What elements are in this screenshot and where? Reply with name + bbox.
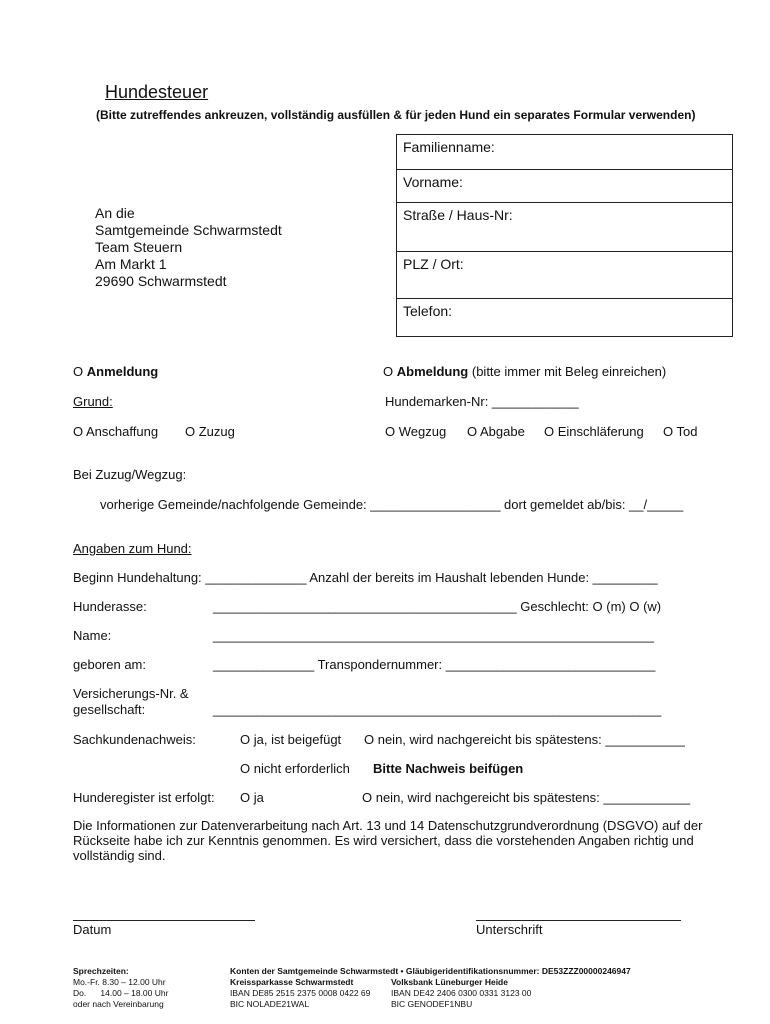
date-line[interactable] bbox=[73, 920, 255, 921]
footer-bank-1 bbox=[230, 977, 370, 1010]
nachweis-note: Bitte Nachweis beifügen bbox=[373, 761, 524, 776]
telefon-label: Telefon: bbox=[403, 303, 453, 319]
strasse-label: Straße / Haus-Nr: bbox=[403, 207, 513, 223]
abmeldung-option[interactable] bbox=[383, 364, 666, 379]
geboren-line[interactable]: ______________ Transpondernummer: _____________________________ bbox=[213, 657, 656, 672]
name-line[interactable]: _____________________________________________________________ bbox=[213, 628, 655, 643]
recipient-line: Am Markt 1 bbox=[95, 256, 167, 272]
vorname-label: Vorname: bbox=[403, 174, 463, 190]
anmeldung-checkbox[interactable]: O bbox=[73, 364, 84, 379]
sachkunde-ja-option[interactable]: O ja, ist beigefügt bbox=[240, 732, 342, 747]
sachkunde-nein-option[interactable]: O nein, wird nachgereicht bis spätestens: ___________ bbox=[364, 732, 685, 747]
bank1-iban: IBAN DE85 2515 2375 0008 0422 69 bbox=[230, 988, 371, 998]
versicherung-label: Versicherungs-Nr. & bbox=[73, 686, 189, 701]
footer-hours bbox=[73, 966, 168, 1010]
hours-line: Do. 14.00 – 18.00 Uhr bbox=[73, 988, 169, 998]
strasse-field[interactable] bbox=[397, 203, 732, 252]
wegzug-option[interactable]: O Wegzug bbox=[385, 424, 447, 439]
anmeldung-label: Anmeldung bbox=[86, 364, 159, 379]
abgabe-option[interactable]: O Abgabe bbox=[467, 424, 525, 439]
grund-label: Grund: bbox=[73, 394, 113, 409]
date-label: Datum bbox=[73, 922, 112, 937]
form-subtitle: (Bitte zutreffendes ankreuzen, vollständig ausfüllen & für jeden Hund ein separates Formular verwenden) bbox=[96, 108, 696, 122]
bank1-name: Kreissparkasse Schwarmstedt bbox=[230, 977, 354, 987]
register-ja-option[interactable]: O ja bbox=[240, 790, 264, 805]
tod-option[interactable]: O Tod bbox=[663, 424, 698, 439]
move-label: Bei Zuzug/Wegzug: bbox=[73, 467, 187, 482]
einschlaeferung-option[interactable]: O Einschläferung bbox=[544, 424, 644, 439]
geboren-label: geboren am: bbox=[73, 657, 146, 672]
privacy-text: Die Informationen zur Datenverarbeitung nach Art. 13 und 14 Datenschutzgrundverordnung (DSGVO) auf der Rückseite habe ich zur Kenntnis genommen. Es wird versichert, dass die vorstehenden Angaben richtig und vollständig sind. bbox=[73, 818, 703, 863]
bank2-name: Volksbank Lüneburger Heide bbox=[391, 977, 508, 987]
nicht-erforderlich-option[interactable]: O nicht erforderlich bbox=[240, 761, 350, 776]
versicherung-line[interactable]: ______________________________________________________________ bbox=[213, 702, 662, 717]
footer-bank-2 bbox=[391, 977, 531, 1010]
telefon-field[interactable] bbox=[397, 299, 732, 336]
bank2-iban: IBAN DE42 2406 0300 0331 3123 00 bbox=[391, 988, 532, 998]
anschaffung-option[interactable]: O Anschaffung bbox=[73, 424, 159, 439]
sachkunde-label: Sachkundenachweis: bbox=[73, 732, 196, 747]
abmeldung-checkbox[interactable]: O bbox=[383, 364, 394, 379]
hours-line: Mo.-Fr. 8.30 – 12.00 Uhr bbox=[73, 977, 166, 987]
recipient-line: An die bbox=[95, 205, 135, 221]
familienname-label: Familienname: bbox=[403, 139, 495, 155]
move-line[interactable]: vorherige Gemeinde/nachfolgende Gemeinde: __________________ dort gemeldet ab/bis: __/_____ bbox=[100, 497, 684, 512]
abmeldung-note: (bitte immer mit Beleg einreichen) bbox=[471, 364, 667, 379]
plz-ort-field[interactable] bbox=[397, 252, 732, 299]
abmeldung-label: Abmeldung bbox=[396, 364, 469, 379]
plz-ort-label: PLZ / Ort: bbox=[403, 256, 464, 272]
zuzug-option[interactable]: O Zuzug bbox=[185, 424, 235, 439]
form-title: Hundesteuer bbox=[105, 82, 209, 102]
register-label: Hunderegister ist erfolgt: bbox=[73, 790, 215, 805]
name-label: Name: bbox=[73, 628, 112, 643]
recipient-line: 29690 Schwarmstedt bbox=[95, 273, 227, 289]
hours-line: oder nach Vereinbarung bbox=[73, 999, 164, 1009]
recipient-line: Samtgemeinde Schwarmstedt bbox=[95, 222, 282, 238]
recipient-line: Team Steuern bbox=[95, 239, 183, 255]
sender-box bbox=[396, 134, 733, 337]
rasse-label: Hunderasse: bbox=[73, 599, 147, 614]
familienname-field[interactable] bbox=[397, 135, 732, 170]
bank2-bic: BIC GENODEF1NBU bbox=[391, 999, 473, 1009]
hours-title: Sprechzeiten: bbox=[73, 966, 129, 976]
anmeldung-option[interactable] bbox=[73, 364, 158, 379]
recipient-address bbox=[95, 205, 282, 290]
bank1-bic: BIC NOLADE21WAL bbox=[230, 999, 310, 1009]
beginn-line[interactable]: Beginn Hundehaltung: ______________ Anzahl der bereits im Haushalt lebenden Hunde: _________ bbox=[73, 570, 658, 585]
rasse-line[interactable]: __________________________________________ Geschlecht: O (m) O (w) bbox=[213, 599, 662, 614]
signature-label: Unterschrift bbox=[476, 922, 543, 937]
hundemarken-field[interactable]: Hundemarken-Nr: ____________ bbox=[385, 394, 579, 409]
accounts-title: Konten der Samtgemeinde Schwarmstedt • Gläubigeridentifikationsnummer: DE53ZZZ00000246947 bbox=[230, 966, 631, 976]
vorname-field[interactable] bbox=[397, 170, 732, 203]
signature-line[interactable] bbox=[476, 920, 681, 921]
register-nein-option[interactable]: O nein, wird nachgereicht bis spätestens: ____________ bbox=[362, 790, 691, 805]
dog-heading: Angaben zum Hund: bbox=[73, 541, 192, 556]
versicherung-label-2: gesellschaft: bbox=[73, 702, 146, 717]
